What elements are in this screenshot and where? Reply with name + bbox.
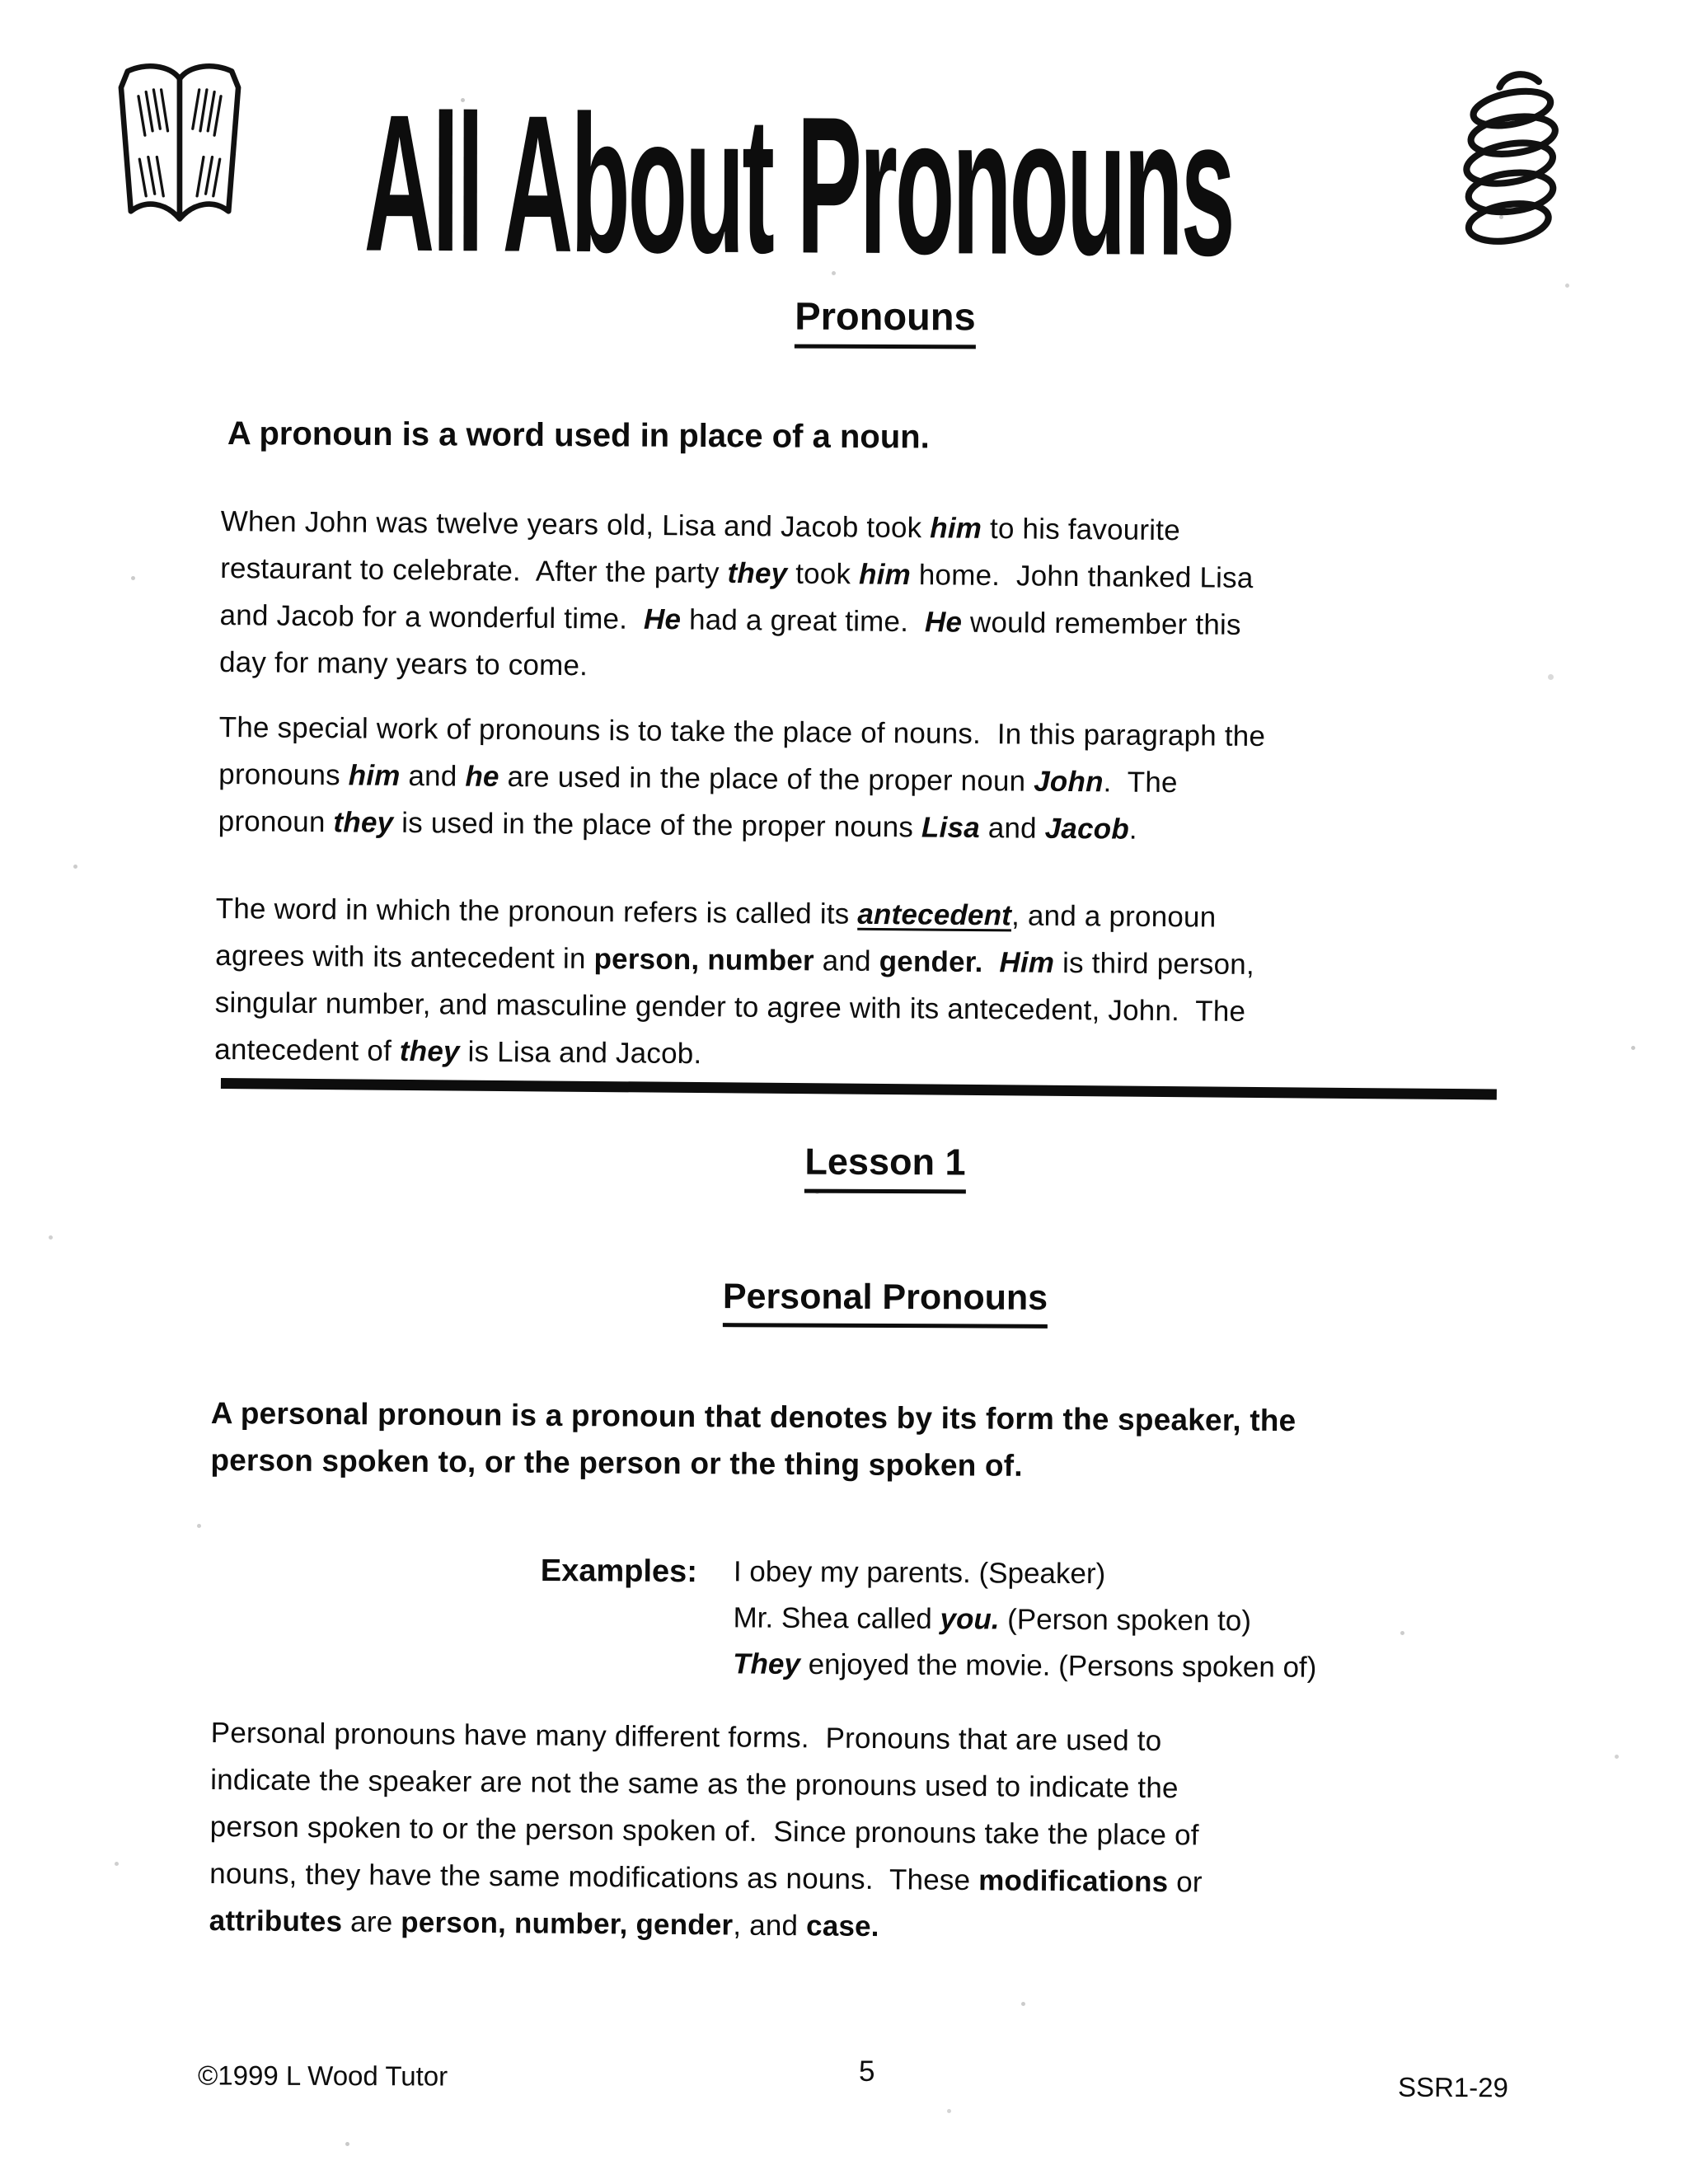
footer-copyright: ©1999 L Wood Tutor xyxy=(197,2060,448,2092)
personal-pronouns-heading: Personal Pronouns xyxy=(723,1277,1048,1329)
examples-label: Examples: xyxy=(540,1553,698,1590)
open-book-icon xyxy=(109,59,251,235)
lesson-heading: Lesson 1 xyxy=(804,1141,965,1194)
personal-pronouns-heading-container xyxy=(41,1274,1688,1332)
scan-speckles xyxy=(0,0,2,2)
spiral-icon xyxy=(1449,66,1573,258)
paragraph-john-story: When John was twelve years old, Lisa and Jacob took him to his favourite restaurant to celebrate. After the party they took him home. John thanked Lisa and Jacob for a wonderful time. He had a great time. He would remember this day for many years to come. xyxy=(218,504,1254,682)
paragraph-antecedent: The word in which the pronoun refers is called its antecedent, and a pronoun agrees with its antecedent in person, number and gender. Him is third person, singular number, and masculine gender to agree with its antecedent, John. The antecedent of they is Lisa and Jacob. xyxy=(214,892,1255,1071)
footer-page-number: 5 xyxy=(859,2055,875,2088)
examples-block xyxy=(540,1548,1317,1691)
lesson-heading-container xyxy=(41,1137,1688,1197)
personal-pronoun-definition: A personal pronoun is a pronoun that denotes by its form the speaker, the person spoken to, or the person or the thing spoken of. xyxy=(210,1395,1296,1483)
paragraph-special-work: The special work of pronouns is to take the place of nouns. In this paragraph the pronouns him and he are used in the place of the proper noun John. The pronoun they is used in the place of the proper nouns Lisa and Jacob. xyxy=(218,710,1266,846)
paragraph-pronoun-forms: Personal pronouns have many different forms. Pronouns that are used to indicate the speaker are not the same as the pronouns used to indicate the person spoken to or the person spoken of. Since pronouns take the place of nouns, they have the same modifications as nouns. These modifications or attributes are person, number, gender, and case. xyxy=(209,1716,1203,1943)
section-heading-container xyxy=(41,290,1688,351)
pronoun-definition: A pronoun is a word used in place of a noun. xyxy=(227,415,930,456)
section-divider xyxy=(221,1078,1497,1100)
pronouns-heading: Pronouns xyxy=(795,293,976,349)
page-title: All About Pronouns xyxy=(363,73,1233,297)
footer-document-code: SSR1-29 xyxy=(1397,2071,1509,2103)
examples-lines: I obey my parents. (Speaker) Mr. Shea called you. (Person spoken to) They enjoyed the movie. (Persons spoken of) xyxy=(733,1555,1317,1684)
